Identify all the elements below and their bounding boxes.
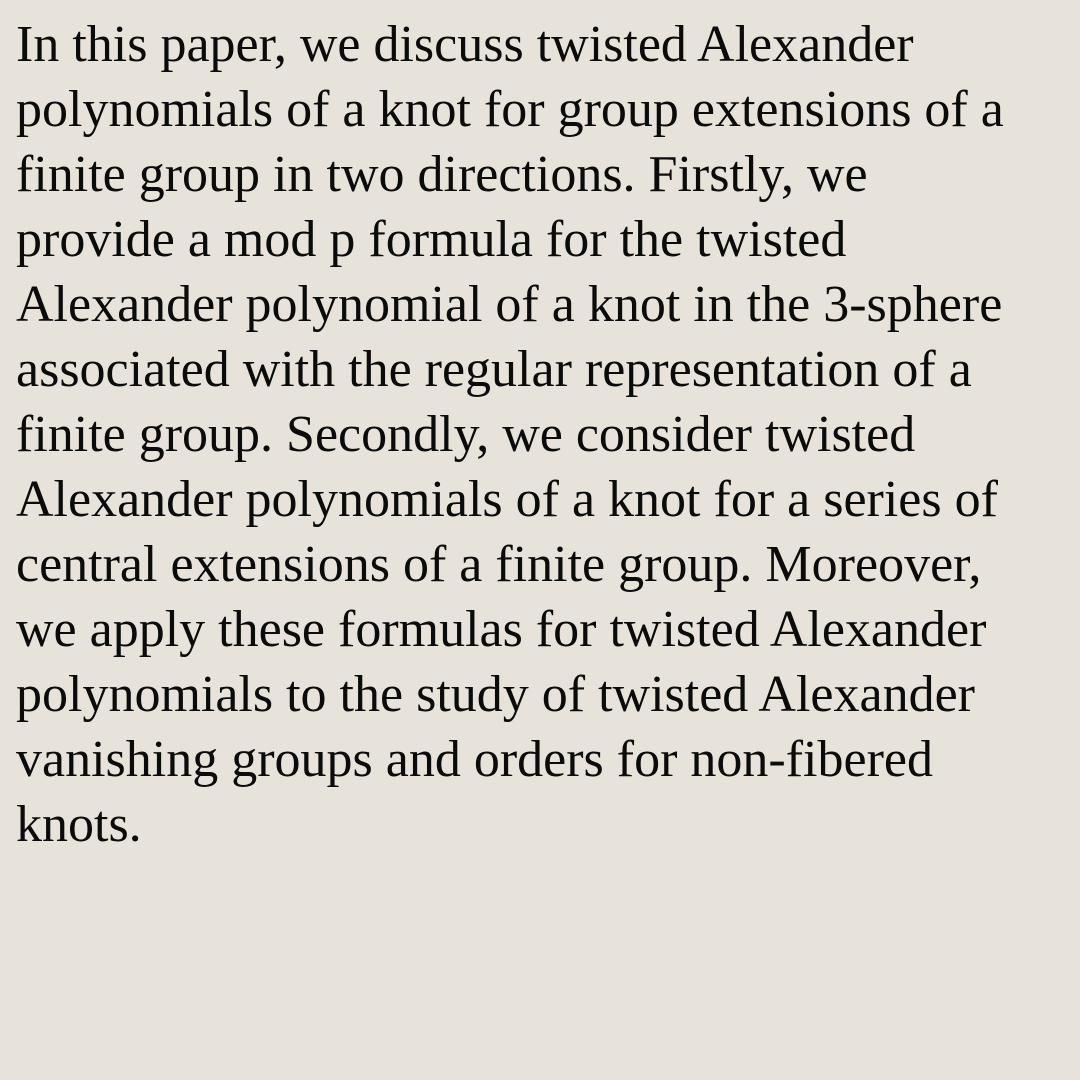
abstract-paragraph: In this paper, we discuss twisted Alexander polynomials of a knot for group extensions of a finite group in two directions. Firstly, we provide a mod p formula for the twisted Alexander polynomial of a knot in the 3-sphere associated with the regular representation of a finite group. Secondly, we consider twisted Alexander polynomials of a knot for a series of central extensions of a finite group. Moreover, we apply these formulas for twisted Alexander polynomials to the study of twisted Alexander vanishing groups and orders for non-fibered knots. xyxy=(16,16,1004,853)
